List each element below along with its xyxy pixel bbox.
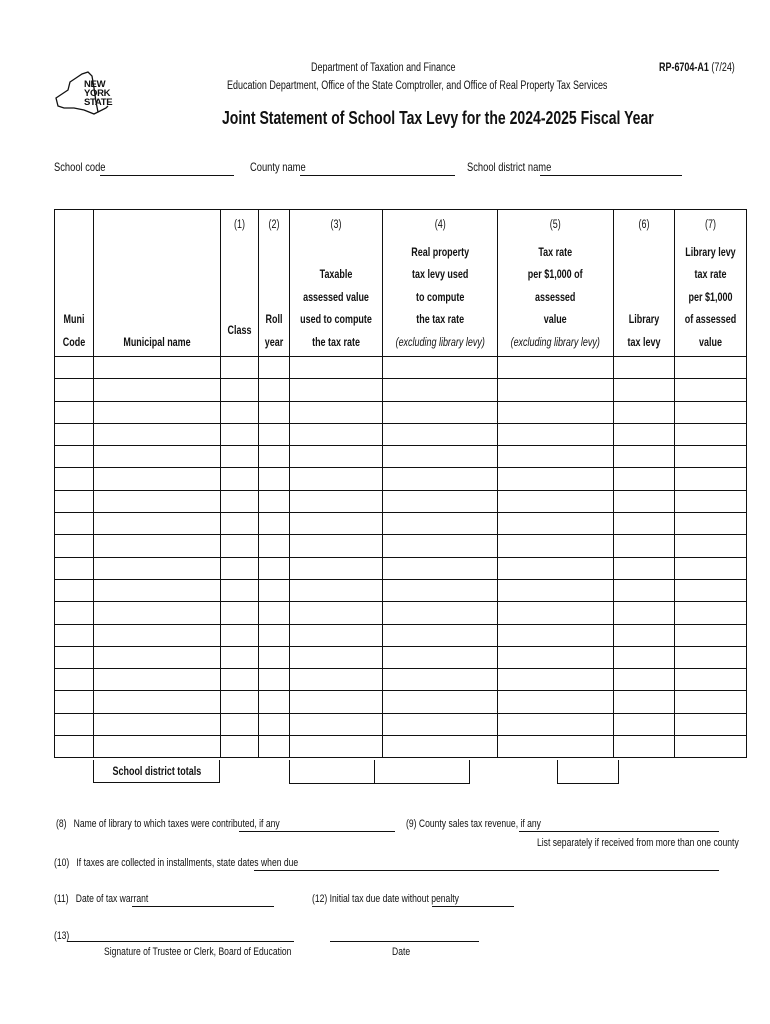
table-row: [55, 446, 747, 468]
table-cell[interactable]: [259, 713, 290, 735]
table-cell[interactable]: [55, 535, 94, 557]
table-cell[interactable]: [383, 401, 498, 423]
table-cell[interactable]: [290, 579, 383, 601]
table-cell[interactable]: [498, 579, 613, 601]
county-name-label: County name: [250, 160, 306, 174]
table-cell[interactable]: [259, 468, 290, 490]
table-cell[interactable]: [674, 691, 746, 713]
field-10-label: [54, 857, 298, 869]
table-cell[interactable]: [94, 557, 221, 579]
field-11-number: (11): [54, 893, 69, 905]
col-number: (6): [638, 219, 650, 231]
table-cell[interactable]: [498, 669, 613, 691]
school-code-label: School code: [54, 160, 106, 174]
table-cell[interactable]: [674, 713, 746, 735]
col-number: (3): [330, 219, 342, 231]
table-cell[interactable]: [55, 423, 94, 445]
field-8-number: (8): [56, 818, 67, 830]
table-cell[interactable]: [498, 423, 613, 445]
table-cell[interactable]: [498, 401, 613, 423]
table-cell[interactable]: [674, 736, 746, 758]
table-cell[interactable]: [674, 646, 746, 668]
table-cell[interactable]: [94, 713, 221, 735]
table-cell[interactable]: [290, 513, 383, 535]
field-9-text: County sales tax revenue, if any: [418, 818, 541, 830]
table-cell[interactable]: [383, 468, 498, 490]
table-cell[interactable]: [55, 513, 94, 535]
col-number: (1): [234, 219, 245, 231]
table-cell[interactable]: [613, 669, 674, 691]
table-row: [55, 468, 747, 490]
table-cell[interactable]: [383, 713, 498, 735]
table-cell[interactable]: [94, 513, 221, 535]
county-sales-tax-field[interactable]: [519, 831, 719, 832]
table-cell[interactable]: [259, 646, 290, 668]
table-cell[interactable]: [55, 713, 94, 735]
table-cell[interactable]: [290, 557, 383, 579]
col-label-line: Library: [628, 314, 660, 326]
school-district-name-label: School district name: [467, 160, 552, 174]
col-class: [221, 210, 259, 357]
table-cell[interactable]: [259, 535, 290, 557]
table-cell[interactable]: [55, 446, 94, 468]
col-library-levy-tax-rate: [674, 210, 746, 357]
col-label-line: per $1,000: [688, 291, 733, 304]
table-cell[interactable]: [498, 379, 613, 401]
installment-dates-field[interactable]: [254, 870, 719, 871]
table-row: [55, 423, 747, 445]
table-cell[interactable]: [674, 602, 746, 624]
table-cell[interactable]: [55, 379, 94, 401]
table-cell[interactable]: [613, 579, 674, 601]
table-cell[interactable]: [259, 446, 290, 468]
table-row: [55, 535, 747, 557]
table-cell[interactable]: [55, 602, 94, 624]
table-cell[interactable]: [383, 736, 498, 758]
table-cell[interactable]: [613, 713, 674, 735]
table-cell[interactable]: [613, 379, 674, 401]
field-9-number: (9): [406, 818, 417, 830]
table-cell[interactable]: [498, 602, 613, 624]
table-cell[interactable]: [498, 557, 613, 579]
table-cell[interactable]: [674, 579, 746, 601]
table-cell[interactable]: [221, 357, 259, 379]
table-cell[interactable]: [221, 468, 259, 490]
table-cell[interactable]: [383, 446, 498, 468]
table-cell[interactable]: [221, 557, 259, 579]
col-library-tax-levy: [613, 210, 674, 357]
table-cell[interactable]: [613, 423, 674, 445]
table-row: [55, 401, 747, 423]
table-cell[interactable]: [55, 736, 94, 758]
table-cell[interactable]: [94, 535, 221, 557]
table-cell[interactable]: [498, 468, 613, 490]
table-row: [55, 379, 747, 401]
table-cell[interactable]: [613, 468, 674, 490]
col-label-line: the tax rate: [312, 336, 360, 349]
col-roll-year: [259, 210, 290, 357]
table-cell[interactable]: [674, 357, 746, 379]
table-cell[interactable]: [259, 401, 290, 423]
table-cell[interactable]: [290, 691, 383, 713]
table-row: [55, 513, 747, 535]
table-cell[interactable]: [221, 446, 259, 468]
table-cell[interactable]: [221, 379, 259, 401]
table-cell[interactable]: [94, 624, 221, 646]
col-real-property-tax-levy: [383, 210, 498, 357]
form-title: Joint Statement of School Tax Levy for the 2024-2025 Fiscal Year: [222, 108, 654, 128]
table-cell[interactable]: [613, 736, 674, 758]
table-cell[interactable]: [290, 379, 383, 401]
table-cell[interactable]: [383, 357, 498, 379]
field-11-label: [54, 893, 148, 905]
table-cell[interactable]: [55, 357, 94, 379]
field-9-label: [406, 818, 541, 830]
table-cell[interactable]: [498, 513, 613, 535]
col-label-line: Real property: [411, 246, 470, 259]
table-cell[interactable]: [613, 602, 674, 624]
table-row: [55, 490, 747, 512]
field-12-label: [312, 893, 459, 905]
school-code-field[interactable]: [100, 175, 234, 176]
table-cell[interactable]: [221, 401, 259, 423]
field-13-number: (13): [54, 930, 70, 942]
table-cell[interactable]: [290, 535, 383, 557]
table-row: [55, 357, 747, 379]
field-12-number: (12): [312, 893, 328, 905]
table-cell[interactable]: [383, 379, 498, 401]
table-cell[interactable]: [221, 669, 259, 691]
county-name-field[interactable]: [300, 175, 455, 176]
logo-word-2: YORK: [84, 88, 111, 99]
table-cell[interactable]: [94, 401, 221, 423]
table-cell[interactable]: [55, 669, 94, 691]
table-cell[interactable]: [94, 468, 221, 490]
col-label-line: tax levy: [627, 336, 661, 349]
table-cell[interactable]: [498, 713, 613, 735]
col-label-line: Code: [62, 336, 86, 349]
col-note: (excluding library levy): [511, 336, 601, 349]
col-municipal-name: [94, 210, 221, 357]
field-8-label: [56, 818, 280, 830]
col-label-line: to compute: [416, 291, 465, 304]
table-cell[interactable]: [290, 468, 383, 490]
table-cell[interactable]: [94, 446, 221, 468]
col-number: (4): [434, 219, 446, 231]
table-cell[interactable]: [221, 423, 259, 445]
table-cell[interactable]: [221, 602, 259, 624]
table-cell[interactable]: [674, 557, 746, 579]
table-cell[interactable]: [674, 423, 746, 445]
table-cell[interactable]: [290, 423, 383, 445]
data-rows: [55, 357, 747, 758]
table-cell[interactable]: [290, 669, 383, 691]
table-cell[interactable]: [613, 691, 674, 713]
table-cell[interactable]: [55, 557, 94, 579]
table-cell[interactable]: [290, 624, 383, 646]
total-real-property-tax-levy[interactable]: [374, 760, 470, 784]
col-label-line: assessed value: [303, 291, 369, 304]
table-cell[interactable]: [259, 490, 290, 512]
table-row: [55, 602, 747, 624]
table-cell[interactable]: [259, 379, 290, 401]
table-cell[interactable]: [383, 423, 498, 445]
table-cell[interactable]: [383, 646, 498, 668]
table-row: [55, 557, 747, 579]
col-label-line: tax levy used: [412, 269, 469, 281]
field-10-number: (10): [54, 857, 70, 869]
table-cell[interactable]: [613, 535, 674, 557]
table-cell[interactable]: [498, 490, 613, 512]
table-cell[interactable]: [221, 579, 259, 601]
table-cell[interactable]: [498, 446, 613, 468]
table-cell[interactable]: [221, 736, 259, 758]
total-taxable-assessed-value[interactable]: [289, 760, 375, 784]
table-cell[interactable]: [259, 579, 290, 601]
header-row: [55, 210, 747, 357]
table-cell[interactable]: [259, 357, 290, 379]
col-label-line: Library levy: [685, 246, 736, 259]
signature-label: Signature of Trustee or Clerk, Board of Education: [104, 946, 292, 958]
table-cell[interactable]: [674, 490, 746, 512]
table-cell[interactable]: [674, 669, 746, 691]
logo-word-3: STATE: [84, 97, 113, 108]
table-cell[interactable]: [94, 423, 221, 445]
table-cell[interactable]: [498, 624, 613, 646]
table-cell[interactable]: [94, 379, 221, 401]
table-cell[interactable]: [383, 624, 498, 646]
table-cell[interactable]: [290, 736, 383, 758]
table-cell[interactable]: [55, 579, 94, 601]
table-cell[interactable]: [94, 357, 221, 379]
totals-label: School district totals: [112, 765, 201, 778]
col-muni-code: [55, 210, 94, 357]
table-cell[interactable]: [674, 401, 746, 423]
table-cell[interactable]: [674, 446, 746, 468]
table-cell[interactable]: [94, 602, 221, 624]
table-row: [55, 669, 747, 691]
col-label-line: Class: [227, 324, 252, 337]
table-cell[interactable]: [613, 513, 674, 535]
table-cell[interactable]: [383, 579, 498, 601]
col-label-line: year: [264, 336, 284, 349]
nys-logo: [54, 68, 113, 122]
table-cell[interactable]: [383, 669, 498, 691]
col-label-line: Taxable: [319, 269, 353, 281]
table-cell[interactable]: [55, 691, 94, 713]
table-cell[interactable]: [259, 624, 290, 646]
table-cell[interactable]: [290, 446, 383, 468]
table-cell[interactable]: [383, 557, 498, 579]
tax-warrant-date-field[interactable]: [132, 906, 274, 907]
col-label-line: assessed: [535, 291, 576, 304]
table-row: [55, 624, 747, 646]
table-cell[interactable]: [290, 401, 383, 423]
table-cell[interactable]: [259, 423, 290, 445]
col-label-line: Municipal name: [123, 336, 191, 349]
table-cell[interactable]: [674, 513, 746, 535]
table-cell[interactable]: [613, 401, 674, 423]
table-cell[interactable]: [383, 513, 498, 535]
logo-word-1: NEW: [84, 79, 106, 90]
table-cell[interactable]: [259, 736, 290, 758]
table-cell[interactable]: [498, 646, 613, 668]
form-revision: (7/24): [711, 62, 735, 74]
table-cell[interactable]: [290, 357, 383, 379]
col-label-line: Muni: [63, 314, 85, 326]
school-district-name-field[interactable]: [540, 175, 682, 176]
table-cell[interactable]: [498, 357, 613, 379]
table-row: [55, 713, 747, 735]
col-number: (5): [550, 219, 562, 231]
field-10-text: If taxes are collected in installments, state dates when due: [76, 857, 299, 869]
initial-due-date-field[interactable]: [432, 906, 514, 907]
field-8-text: Name of library to which taxes were contributed, if any: [73, 818, 280, 830]
library-name-field[interactable]: [239, 831, 395, 832]
field-12-text: Initial tax due date without penalty: [329, 893, 459, 905]
table-row: [55, 579, 747, 601]
table-cell[interactable]: [221, 490, 259, 512]
col-taxable-assessed-value: [290, 210, 383, 357]
table-cell[interactable]: [94, 579, 221, 601]
col-tax-rate: [498, 210, 613, 357]
col-number: (2): [268, 219, 280, 231]
table-cell[interactable]: [55, 490, 94, 512]
form-id: [659, 62, 735, 74]
table-cell[interactable]: [55, 401, 94, 423]
table-cell[interactable]: [498, 535, 613, 557]
agency-subtitle: Education Department, Office of the State Comptroller, and Office of Real Property Tax Services: [227, 80, 608, 92]
table-row: [55, 691, 747, 713]
table-cell[interactable]: [674, 535, 746, 557]
table-cell[interactable]: [674, 624, 746, 646]
table-cell[interactable]: [674, 468, 746, 490]
table-cell[interactable]: [383, 602, 498, 624]
col-note: (excluding library levy): [395, 336, 485, 349]
table-cell[interactable]: [94, 669, 221, 691]
totals-row: [93, 760, 620, 784]
col-label-line: of assessed: [684, 314, 737, 326]
col-label-line: the tax rate: [416, 314, 465, 326]
table-cell[interactable]: [290, 713, 383, 735]
col-label-line: used to compute: [300, 314, 372, 326]
table-cell[interactable]: [94, 490, 221, 512]
form-number: RP-6704-A1: [659, 62, 709, 74]
col-label-line: Tax rate: [538, 246, 573, 259]
table-cell[interactable]: [674, 379, 746, 401]
field-11-text: Date of tax warrant: [75, 893, 149, 905]
table-cell[interactable]: [55, 646, 94, 668]
table-cell[interactable]: [498, 691, 613, 713]
table-cell[interactable]: [259, 602, 290, 624]
table-cell[interactable]: [613, 446, 674, 468]
table-cell[interactable]: [221, 624, 259, 646]
table-cell[interactable]: [259, 557, 290, 579]
table-row: [55, 736, 747, 758]
col-number: (7): [704, 219, 716, 231]
col-label-line: value: [698, 336, 722, 349]
field-9-note: List separately if received from more than one county: [537, 837, 739, 849]
table-cell[interactable]: [259, 513, 290, 535]
col-label-line: per $1,000 of: [528, 269, 584, 281]
table-cell[interactable]: [221, 535, 259, 557]
table-cell[interactable]: [221, 691, 259, 713]
table-cell[interactable]: [55, 468, 94, 490]
signature-field[interactable]: [67, 941, 294, 942]
table-cell[interactable]: [290, 602, 383, 624]
table-cell[interactable]: [498, 736, 613, 758]
table-cell[interactable]: [290, 490, 383, 512]
table-cell[interactable]: [613, 624, 674, 646]
table-cell[interactable]: [94, 646, 221, 668]
col-label-line: Roll: [265, 314, 283, 326]
table-cell[interactable]: [221, 713, 259, 735]
table-cell[interactable]: [221, 513, 259, 535]
total-library-tax-levy[interactable]: [557, 760, 619, 784]
table-cell[interactable]: [383, 535, 498, 557]
table-cell[interactable]: [613, 490, 674, 512]
table-cell[interactable]: [383, 691, 498, 713]
col-label-line: value: [544, 314, 568, 326]
table-cell[interactable]: [383, 490, 498, 512]
table-cell[interactable]: [613, 357, 674, 379]
table-cell[interactable]: [55, 624, 94, 646]
col-label-line: tax rate: [694, 269, 727, 281]
table-cell[interactable]: [613, 557, 674, 579]
table-cell[interactable]: [221, 646, 259, 668]
table-cell[interactable]: [290, 646, 383, 668]
table-cell[interactable]: [94, 691, 221, 713]
table-cell[interactable]: [259, 691, 290, 713]
signature-date-field[interactable]: [330, 941, 479, 942]
date-label: Date: [392, 946, 411, 958]
table-cell[interactable]: [613, 646, 674, 668]
levy-table: [54, 209, 747, 758]
table-row: [55, 646, 747, 668]
department-name: Department of Taxation and Finance: [311, 62, 456, 74]
table-cell[interactable]: [259, 669, 290, 691]
table-cell[interactable]: [94, 736, 221, 758]
